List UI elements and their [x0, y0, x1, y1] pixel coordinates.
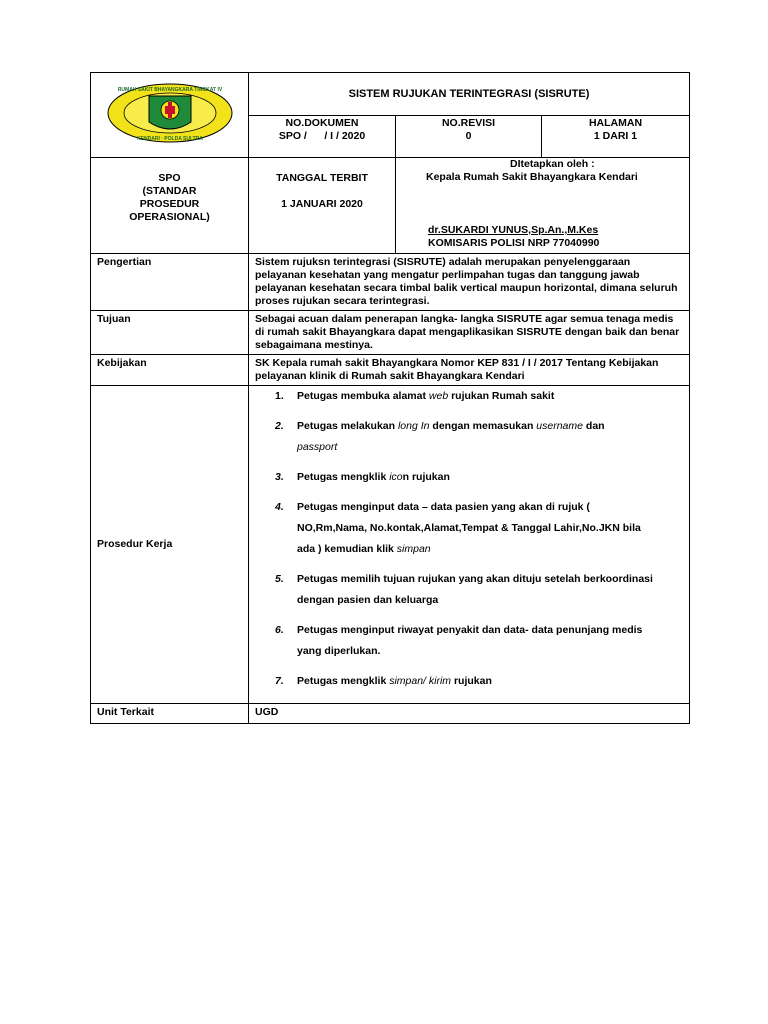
no-dokumen-cell [249, 116, 396, 158]
halaman-value: 1 DARI 1 [593, 130, 638, 142]
tanggal-value: 1 JANUARI 2020 [281, 198, 363, 210]
logo-cell [91, 73, 249, 158]
kepala-label: Kepala Rumah Sakit Bhayangkara Kendari [426, 171, 638, 183]
spo-table [90, 72, 690, 724]
step-item: Petugas menginput data – data pasien yang akan di rujuk ( NO,Rm,Nama, No.kontak,Alamat,Tempat & Tanggal Lahir,No.JKN bila ada ) kemudian klik simpan [297, 501, 641, 555]
svg-text:KENDARI · POLDA SULTRA: KENDARI · POLDA SULTRA [136, 136, 203, 142]
document-title: SISTEM RUJUKAN TERINTEGRASI (SISRUTE) [249, 73, 690, 116]
tujuan-text: Sebagai acuan dalam penerapan langka- langka SISRUTE agar semua tenaga medis di rumah sakit Bhayangkara dapat mengaplikasikan SISRUTE dengan baik dan benar sebagaimana mestinya. [249, 311, 690, 355]
no-revisi-label: NO.REVISI [441, 117, 496, 129]
spo-document [90, 72, 689, 724]
unit-terkait-value: UGD [249, 704, 690, 724]
signer-rank: KOMISARIS POLISI NRP 77040990 [428, 237, 600, 249]
spo-label: SPO [158, 172, 181, 184]
spo-full-label: (STANDAR PROSEDUR OPERASIONAL) [129, 185, 210, 223]
tanggal-label: TANGGAL TERBIT [276, 172, 368, 184]
ditetapkan-label: DItetapkan oleh : [510, 158, 595, 170]
kebijakan-text: SK Kepala rumah sakit Bhayangkara Nomor KEP 831 / I / 2017 Tentang Kebijakan pelayanan klinik di Rumah sakit Bhayangkara Kendari [249, 355, 690, 386]
prosedur-steps [255, 386, 683, 692]
penetapan-cell [396, 158, 690, 254]
tujuan-label: Tujuan [91, 311, 249, 355]
no-dokumen-value: SPO / / I / 2020 [278, 130, 366, 142]
no-revisi-cell [396, 116, 542, 158]
kebijakan-label: Kebijakan [91, 355, 249, 386]
no-revisi-value: 0 [465, 130, 472, 142]
step-item: Petugas mengklik icon rujukan [297, 471, 450, 483]
tanggal-cell [249, 158, 396, 254]
no-dokumen-label: NO.DOKUMEN [285, 117, 359, 129]
prosedur-steps-cell [249, 386, 690, 704]
halaman-cell [542, 116, 690, 158]
halaman-label: HALAMAN [588, 117, 643, 129]
signer-name: dr.SUKARDI YUNUS,Sp.An.,M.Kes [428, 224, 599, 236]
pengertian-label: Pengertian [91, 254, 249, 311]
step-item: Petugas memilih tujuan rujukan yang akan dituju setelah berkoordinasi dengan pasien dan keluarga [297, 573, 653, 606]
step-item: Petugas menginput riwayat penyakit dan data- data penunjang medis yang diperlukan. [297, 624, 643, 657]
step-item: Petugas mengklik simpan/ kirim rujukan [297, 675, 492, 687]
svg-text:RUMAH SAKIT BHAYANGKARA TINGKA: RUMAH SAKIT BHAYANGKARA TINGKAT IV [117, 87, 222, 93]
pengertian-text: Sistem rujuksn terintegrasi (SISRUTE) adalah merupakan penyelenggaraan pelayanan kesehatan yang mengatur perlimpahan tugas dan tanggung jawab pelayanan kesehatan secara timbal balik vertical maupun horizontal, dimana seluruh proses rujukan secara terintegrasi. [249, 254, 690, 311]
spo-title-cell [91, 158, 249, 254]
hospital-logo [105, 82, 235, 144]
step-item: Petugas melakukan long In dengan memasukan username dan passport [297, 420, 605, 453]
step-item: Petugas membuka alamat web rujukan Rumah sakit [297, 390, 555, 402]
unit-terkait-label: Unit Terkait [91, 704, 249, 724]
prosedur-label: Prosedur Kerja [91, 386, 249, 704]
